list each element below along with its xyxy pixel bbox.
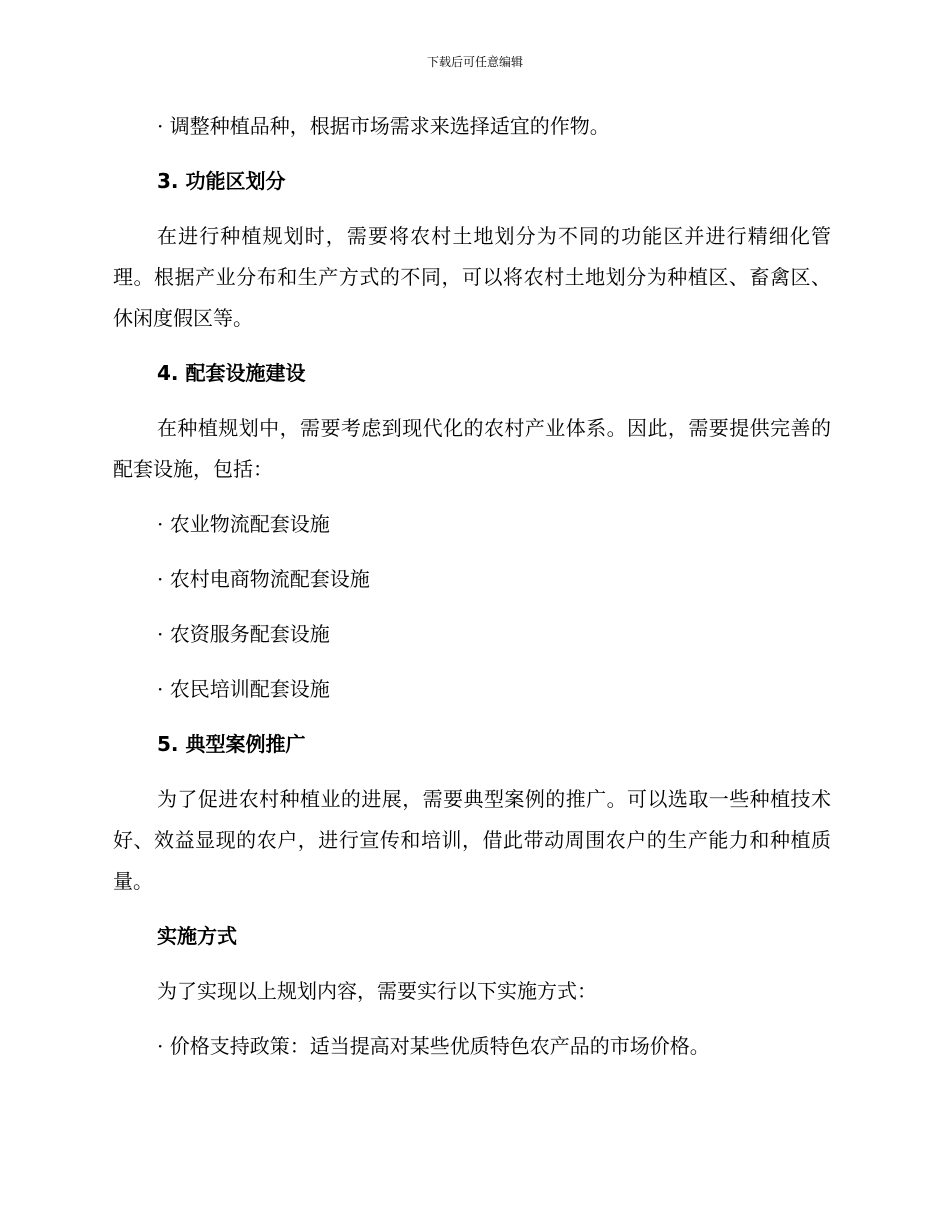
section-heading: 5. 典型案例推广 <box>157 732 306 756</box>
document-body <box>113 106 831 1081</box>
bullet-item: · 农民培训配套设施 <box>157 677 330 701</box>
paragraph: 为了实现以上规划内容，需要实行以下实施方式： <box>157 979 597 1003</box>
section-heading: 4. 配套设施建设 <box>157 361 306 385</box>
bullet-item: · 农村电商物流配套设施 <box>157 567 370 591</box>
section-heading: 3. 功能区划分 <box>157 169 286 193</box>
bullet-item: · 调整种植品种，根据市场需求来选择适宜的作物。 <box>157 114 610 138</box>
page-header: 下载后可任意编辑 <box>426 55 523 69</box>
section-heading: 实施方式 <box>157 924 237 948</box>
paragraph: 在进行种植规划时，需要将农村土地划分为不同的功能区并进行精细化管理。根据产业分布和生产方式的不同，可以将农村土地划分为种植区、畜禽区、休闲度假区等。 <box>113 224 831 330</box>
bullet-item: · 农业物流配套设施 <box>157 512 330 536</box>
bullet-item: · 农资服务配套设施 <box>157 622 330 646</box>
paragraph: 为了促进农村种植业的进展，需要典型案例的推广。可以选取一些种植技术好、效益显现的农户，进行宣传和培训，借此带动周围农户的生产能力和种植质量。 <box>113 787 831 893</box>
bullet-item: · 价格支持政策：适当提高对某些优质特色农产品的市场价格。 <box>157 1034 710 1058</box>
paragraph: 在种植规划中，需要考虑到现代化的农村产业体系。因此，需要提供完善的配套设施，包括： <box>113 416 831 481</box>
